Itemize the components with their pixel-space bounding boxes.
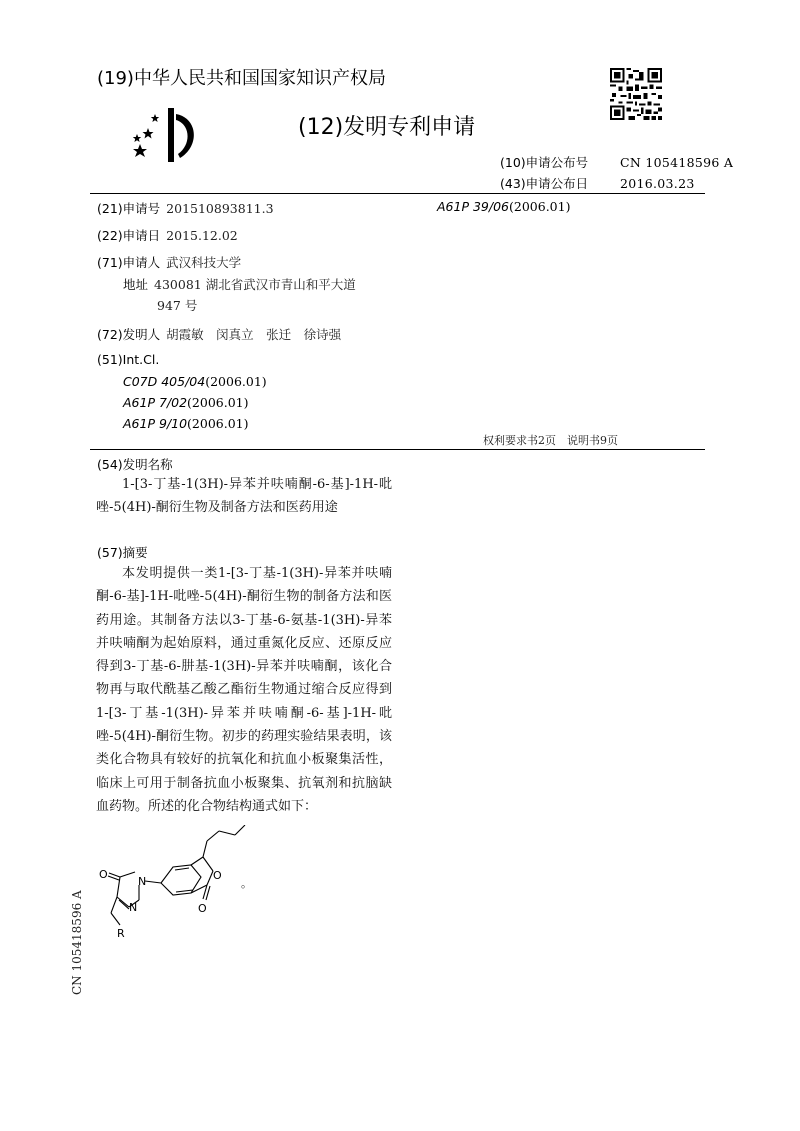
- app-date-label: (22)申请日: [97, 228, 161, 243]
- ipc-right-code: A61P 39/06: [437, 199, 509, 214]
- applicant: [97, 253, 241, 271]
- top-divider: [90, 193, 705, 194]
- int-cl-item: A61P 9/10(2006.01): [123, 416, 249, 431]
- applicant-label: (71)申请人: [97, 255, 161, 270]
- inventor-value: 胡霞敏 闵真立 张迁 徐诗强: [166, 327, 342, 342]
- app-no-value: 201510893811.3: [166, 201, 274, 216]
- publication-date: [500, 174, 695, 192]
- int-cl-label: (51)Int.Cl.: [97, 352, 160, 367]
- atom-label: O: [198, 902, 207, 915]
- address-line1: 430081 湖北省武汉市青山和平大道: [154, 277, 356, 292]
- office-name: (19)中华人民共和国国家知识产权局: [97, 68, 386, 89]
- atom-label: N: [138, 875, 147, 888]
- inventors: [97, 325, 341, 343]
- pub-no-label: (10)申请公布号: [500, 155, 589, 170]
- int-cl-item: C07D 405/04(2006.01): [123, 374, 267, 389]
- title-label: (54)发明名称: [97, 457, 173, 472]
- app-date-value: 2015.12.02: [166, 228, 238, 243]
- pub-date-label: (43)申请公布日: [500, 176, 589, 191]
- address-line2: 947 号: [157, 298, 198, 313]
- invention-title: 1-[3-丁基-1(3H)-异苯并呋喃酮-6-基]-1H-吡唑-5(4H)-酮衍生物及制备方法和医药用途: [96, 477, 392, 516]
- abstract-text: 本发明提供一类1-[3-丁基-1(3H)-异苯并呋喃酮-6-基]-1H-吡唑-5(4H)-酮衍生物的制备方法和医药用途。其制备方法以3-丁基-6-氨基-1(3H)-异苯并呋喃酮为起始原料，通过重氮化反应、还原反应得到3-丁基-6-肼基-1(3H)-异苯并呋喃酮，该化合物再与取代酰基乙酸乙酯衍生物通过缩合反应得到1-[3-丁基-1(3H)-异苯并呋喃酮-6-基]-1H-吡唑-5(4H)-酮衍生物。初步的药理实验结果表明，该类化合物具有较好的抗氧化和抗血小板聚集活性，临床上可用于制备抗血小板聚集、抗氧剂和抗脑缺血药物。所述的化合物结构通式如下：: [96, 566, 392, 814]
- bottom-divider: [90, 449, 705, 450]
- atom-label: R: [117, 927, 125, 940]
- application-date: [97, 226, 238, 244]
- address: [123, 275, 356, 293]
- atom-label: O: [99, 868, 108, 881]
- page-count: 权利要求书2页 说明书9页: [483, 434, 618, 447]
- applicant-value: 武汉科技大学: [166, 255, 242, 270]
- publication-number: [500, 153, 733, 171]
- int-cl-item: A61P 7/02(2006.01): [123, 395, 249, 410]
- cnipa-logo-icon: [128, 104, 208, 166]
- pub-no-value: CN 105418596 A: [620, 155, 734, 170]
- structure-period: 。: [241, 877, 252, 890]
- atom-label: N: [129, 901, 138, 914]
- application-number: [97, 199, 274, 217]
- side-publication-number: CN 105418596 A: [70, 890, 84, 995]
- ipc-right-date: (2006.01): [509, 199, 571, 214]
- abstract-label: (57)摘要: [97, 545, 148, 560]
- pub-date-value: 2016.03.23: [620, 176, 695, 191]
- chemical-structure: [95, 825, 275, 945]
- address-label: 地址: [123, 277, 149, 292]
- app-no-label: (21)申请号: [97, 201, 161, 216]
- inventor-label: (72)发明人: [97, 327, 161, 342]
- atom-label: O: [213, 869, 222, 882]
- document-type-title: (12)发明专利申请: [298, 115, 476, 140]
- qr-code-icon[interactable]: [610, 68, 662, 120]
- ipc-right: [437, 199, 570, 214]
